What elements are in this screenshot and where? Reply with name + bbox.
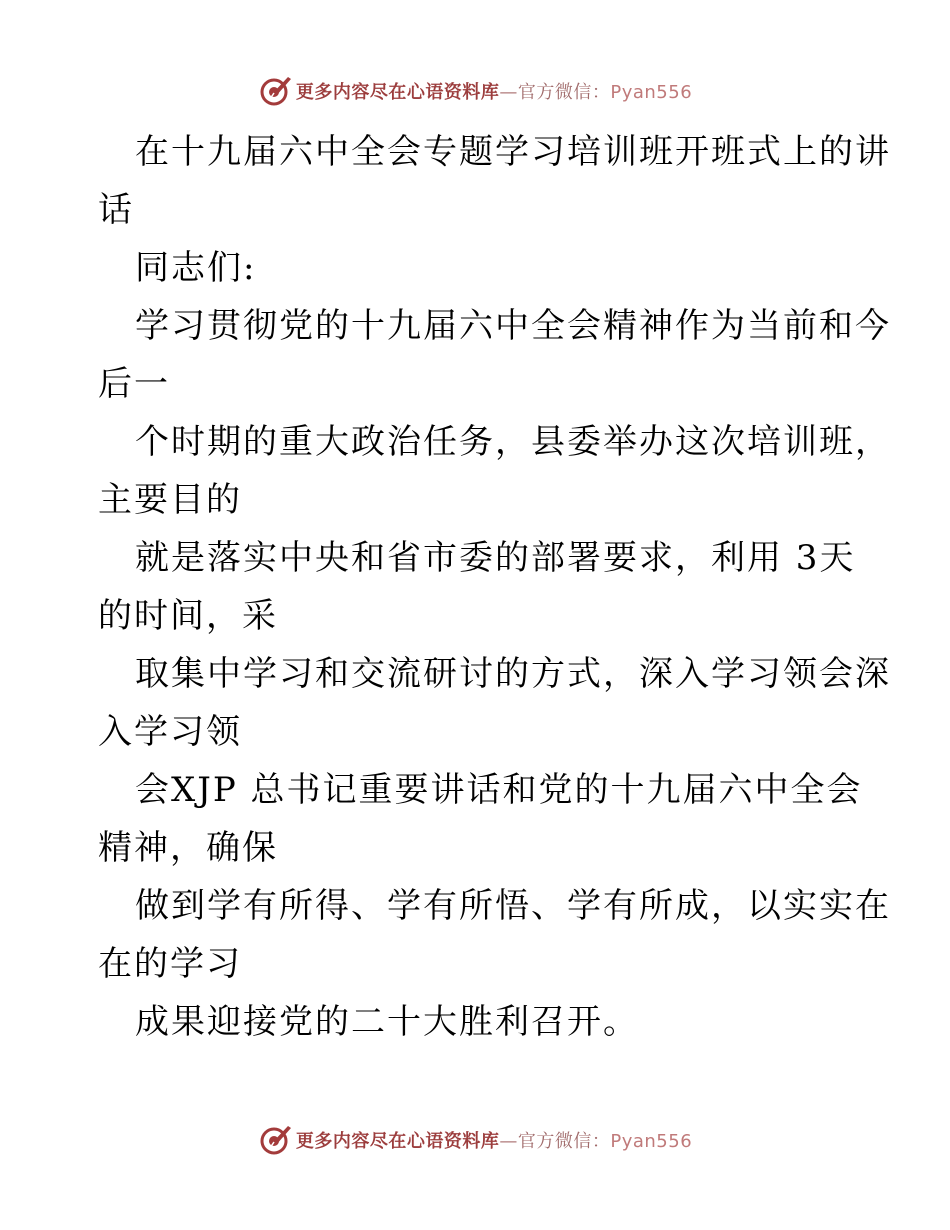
paragraph-line: 的时间，采 [98,596,278,636]
paragraph-line: 成果迎接党的二十大胜利召开。 [135,1002,639,1042]
watermark-brand: 更多内容尽在心语资料库 [295,1131,500,1152]
paragraph-line: 入学习领 [98,712,242,752]
watermark-label: 官方微信： [517,82,611,103]
paragraph-line: 主要目的 [98,480,242,520]
paragraph-line: 个时期的重大政治任务，县委举办这次培训班， [135,422,891,462]
watermark-dash: — [499,1131,518,1152]
paragraph-line: 精神，确保 [98,828,278,868]
footer-watermark [0,1120,950,1160]
watermark-brand: 更多内容尽在心语资料库 [295,82,500,103]
paragraph-line: 做到学有所得、学有所悟、学有所成，以实实在 [135,886,891,926]
watermark-dash: — [499,82,518,103]
quill-logo-icon [258,73,294,109]
paragraph-line: 后一 [98,364,170,404]
watermark-label: 官方微信： [517,1131,611,1152]
salutation: 同志们: [135,248,257,288]
paragraph-line: 学习贯彻党的十九届六中全会精神作为当前和今 [135,306,891,346]
paragraph-line: 在的学习 [98,944,242,984]
quill-logo-icon [258,1122,294,1158]
paragraph-line: 会XJP 总书记重要讲话和党的十九届六中全会 [135,770,863,810]
paragraph-line: 就是落实中央和省市委的部署要求，利用 3天 [135,538,856,578]
watermark-text [296,1127,692,1153]
document-title-line-1: 在十九届六中全会专题学习培训班开班式上的讲 [135,132,891,172]
watermark-text [296,78,692,104]
paragraph-line: 取集中学习和交流研讨的方式，深入学习领会深 [135,654,891,694]
watermark-wechat-id: Pyan556 [610,1131,693,1152]
document-body [98,123,891,1051]
watermark-wechat-id: Pyan556 [610,82,693,103]
document-title-line-2: 话 [98,190,134,230]
header-watermark [0,71,950,111]
